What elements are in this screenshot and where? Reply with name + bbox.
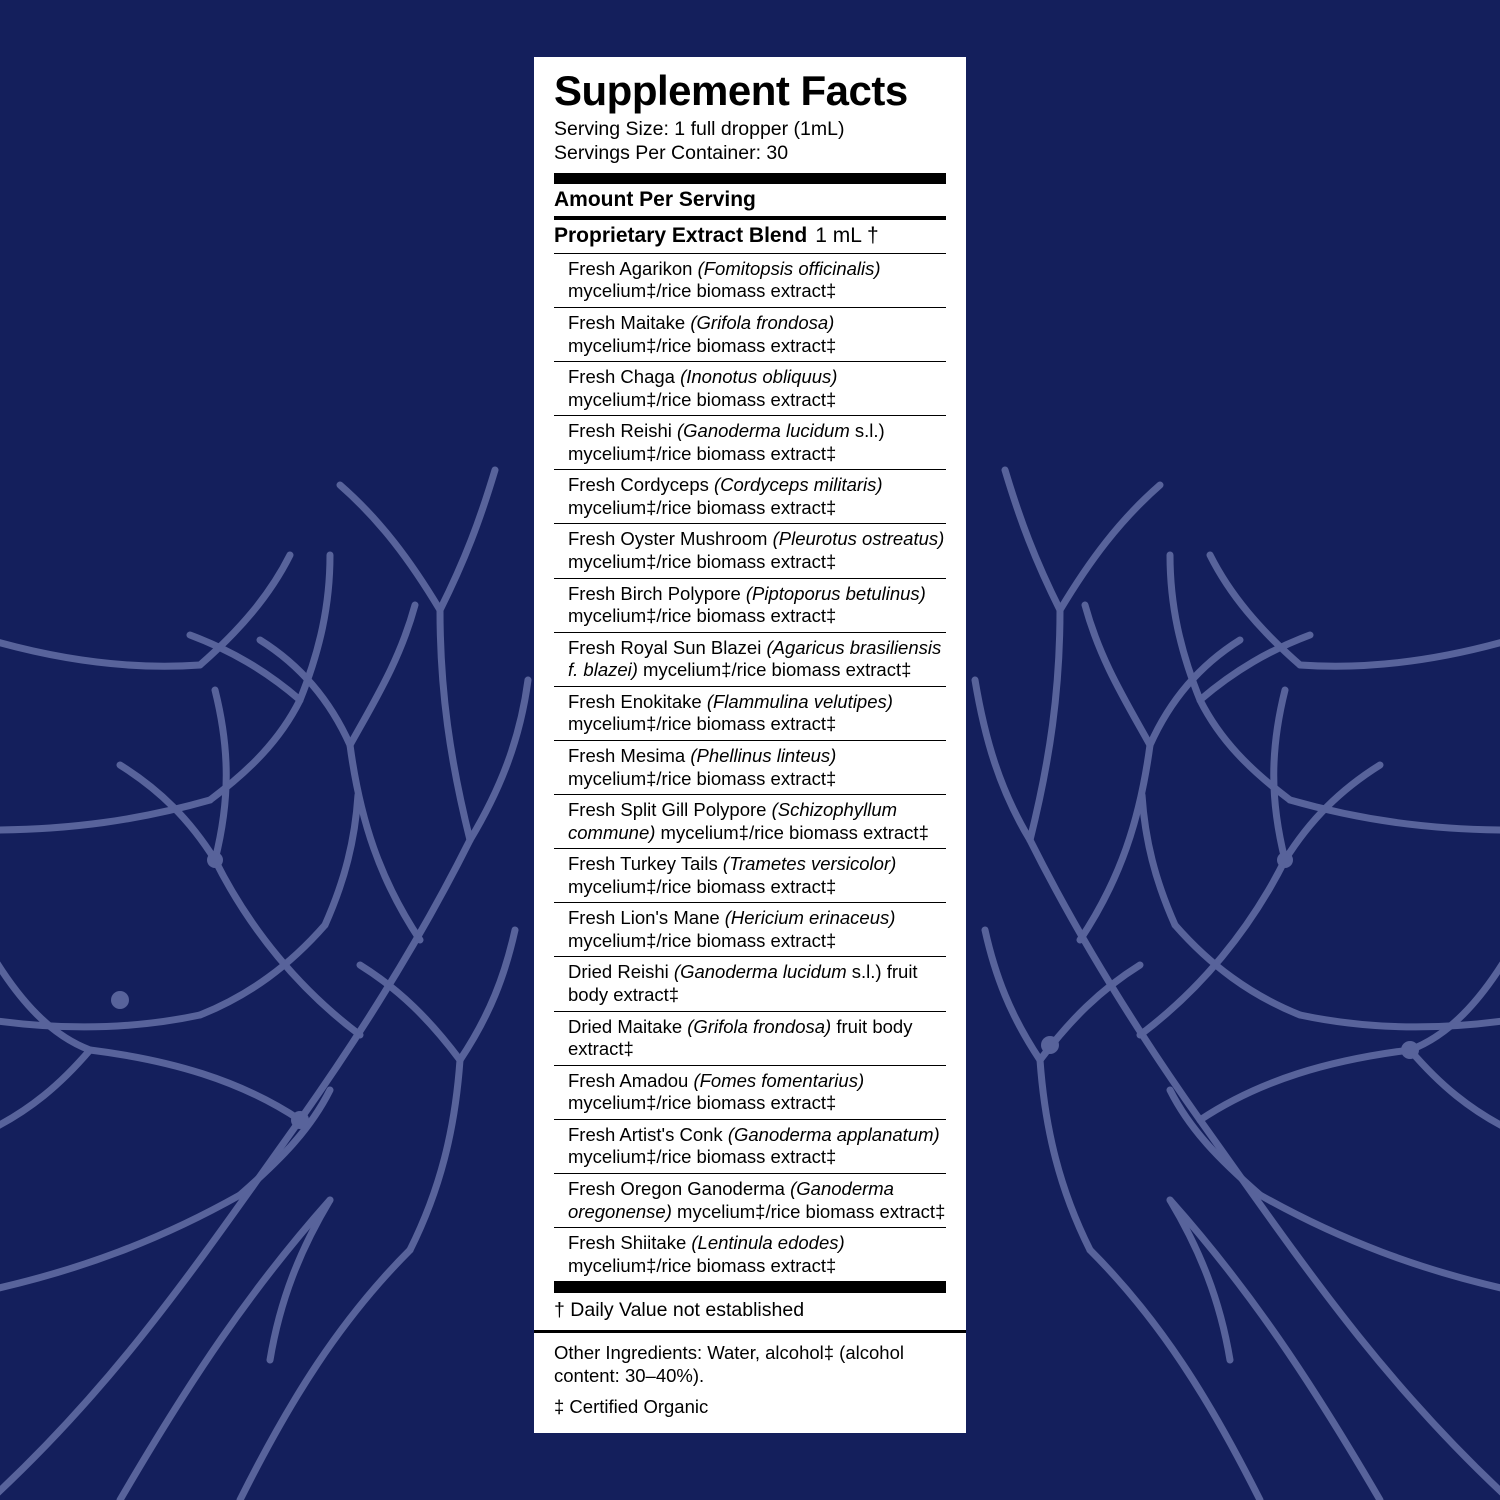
- ingredient-latin-name: (Flammulina velutipes): [706, 690, 893, 712]
- ingredient-latin-name: (Ganoderma lucidum: [676, 420, 850, 442]
- divider-thick-bottom: [554, 1282, 946, 1293]
- panel-title: Supplement Facts: [554, 67, 908, 114]
- ingredient-latin-name: (Inonotus obliquus): [680, 366, 838, 388]
- ingredient-latin-name: (Grifola frondosa): [690, 311, 835, 333]
- daily-value-note: † Daily Value not established: [554, 1299, 805, 1322]
- ingredient-latin-name: (Schizophyllum commune): [568, 799, 898, 843]
- ingredient-item: [554, 687, 946, 741]
- ingredient-description: mycelium‡/rice biomass extract‡: [568, 1092, 837, 1114]
- ingredient-description: mycelium‡/rice biomass extract‡: [568, 496, 837, 518]
- blend-amount: 1 mL †: [815, 223, 879, 247]
- ingredient-description: s.l.) fruit body extract‡: [568, 961, 918, 1006]
- ingredient-common-name: Fresh Maitake: [568, 311, 691, 333]
- ingredient-description: mycelium‡/rice biomass extract‡: [568, 767, 837, 789]
- ingredient-description: mycelium‡/rice biomass extract‡: [568, 1146, 837, 1168]
- ingredient-description: mycelium‡/rice biomass extract‡: [568, 1254, 837, 1276]
- ingredient-item: [554, 1066, 946, 1120]
- ingredient-description: mycelium‡/rice biomass extract‡: [637, 659, 912, 681]
- ingredient-common-name: Fresh Birch Polypore: [568, 582, 746, 604]
- ingredient-item: [554, 1174, 946, 1228]
- ingredient-item: [554, 957, 946, 1011]
- ingredient-latin-name: (Fomes fomentarius): [693, 1069, 865, 1091]
- ingredient-common-name: Fresh Reishi: [568, 420, 677, 442]
- ingredient-description: s.l.) mycelium‡/rice biomass extract‡: [568, 420, 885, 464]
- ingredient-common-name: Dried Reishi: [568, 961, 674, 983]
- ingredient-latin-name: (Agaricus brasiliensis f. blazei): [568, 636, 942, 681]
- ingredient-item: [554, 849, 946, 903]
- ingredient-latin-name: (Trametes versicolor): [722, 853, 897, 875]
- ingredient-item: [554, 470, 946, 524]
- ingredient-common-name: Dried Maitake: [568, 1015, 688, 1037]
- panel-section-divider: [534, 1330, 966, 1333]
- ingredient-item: [554, 1120, 946, 1174]
- ingredient-latin-name: (Hericium erinaceus): [724, 907, 896, 929]
- ingredient-item: [554, 416, 946, 470]
- ingredient-common-name: Fresh Lion's Mane: [568, 907, 725, 929]
- ingredient-description: fruit body extract‡: [568, 1015, 913, 1060]
- ingredient-item: [554, 633, 946, 687]
- servings-per-container: Servings Per Container: 30: [554, 142, 789, 165]
- ingredient-common-name: Fresh Oregon Ganoderma: [568, 1177, 791, 1199]
- ingredient-item: [554, 253, 946, 308]
- ingredient-common-name: Fresh Turkey Tails: [568, 853, 723, 875]
- ingredient-description: mycelium‡/rice biomass extract‡: [568, 551, 837, 573]
- ingredient-item: [554, 308, 946, 362]
- ingredient-latin-name: (Fomitopsis officinalis): [697, 257, 881, 279]
- ingredient-latin-name: (Pleurotus ostreatus): [772, 528, 945, 550]
- ingredient-common-name: Fresh Artist's Conk: [568, 1123, 728, 1145]
- ingredient-latin-name: (Phellinus linteus): [690, 744, 837, 766]
- ingredient-common-name: Fresh Amadou: [568, 1069, 694, 1091]
- divider-medium: [554, 216, 946, 220]
- ingredient-item: [554, 362, 946, 416]
- ingredient-description: mycelium‡/rice biomass extract‡: [671, 1200, 946, 1222]
- ingredient-latin-name: (Ganoderma applanatum): [727, 1123, 940, 1145]
- ingredient-common-name: Fresh Agarikon: [568, 257, 698, 279]
- serving-size: Serving Size: 1 full dropper (1mL): [554, 118, 845, 141]
- ingredient-description: mycelium‡/rice biomass extract‡: [568, 280, 837, 302]
- ingredient-common-name: Fresh Enokitake: [568, 690, 707, 712]
- ingredient-item: [554, 524, 946, 578]
- other-ingredients: Other Ingredients: Water, alcohol‡ (alcohol content: 30–40%).: [554, 1342, 904, 1387]
- ingredient-common-name: Fresh Split Gill Polypore: [568, 799, 772, 821]
- ingredient-common-name: Fresh Oyster Mushroom: [568, 528, 773, 550]
- ingredient-item: [554, 795, 946, 849]
- ingredient-description: mycelium‡/rice biomass extract‡: [655, 821, 929, 843]
- ingredient-latin-name: (Piptoporus betulinus): [745, 582, 926, 604]
- amount-per-serving-header: Amount Per Serving: [554, 187, 756, 211]
- ingredient-common-name: Fresh Chaga: [568, 366, 681, 388]
- ingredient-latin-name: (Ganoderma oregonense): [568, 1177, 894, 1222]
- ingredient-description: mycelium‡/rice biomass extract‡: [568, 875, 837, 897]
- proprietary-blend-row: [554, 224, 946, 248]
- supplement-facts-panel: [534, 57, 966, 1433]
- ingredient-latin-name: (Ganoderma lucidum: [673, 961, 847, 983]
- ingredient-common-name: Fresh Mesima: [568, 744, 691, 766]
- ingredient-list: [554, 253, 946, 1282]
- ingredient-item: [554, 741, 946, 795]
- ingredient-latin-name: (Lentinula edodes): [691, 1232, 845, 1254]
- ingredient-description: mycelium‡/rice biomass extract‡: [568, 713, 837, 735]
- divider-thick-top: [554, 173, 946, 184]
- ingredient-item: [554, 1012, 946, 1066]
- ingredient-latin-name: (Grifola frondosa): [687, 1015, 832, 1037]
- ingredient-description: mycelium‡/rice biomass extract‡: [568, 929, 837, 951]
- ingredient-description: mycelium‡/rice biomass extract‡: [568, 388, 837, 410]
- blend-name: Proprietary Extract Blend: [554, 223, 808, 247]
- ingredient-common-name: Fresh Cordyceps: [568, 474, 714, 496]
- ingredient-common-name: Fresh Shiitake: [568, 1232, 692, 1254]
- ingredient-common-name: Fresh Royal Sun Blazei: [568, 636, 767, 658]
- ingredient-latin-name: (Cordyceps militaris): [714, 474, 883, 496]
- ingredient-description: mycelium‡/rice biomass extract‡: [568, 334, 837, 356]
- ingredient-item: [554, 579, 946, 633]
- ingredient-item: [554, 903, 946, 957]
- ingredient-description: mycelium‡/rice biomass extract‡: [568, 605, 837, 627]
- certified-organic-note: ‡ Certified Organic: [554, 1396, 709, 1418]
- ingredient-item: [554, 1228, 946, 1282]
